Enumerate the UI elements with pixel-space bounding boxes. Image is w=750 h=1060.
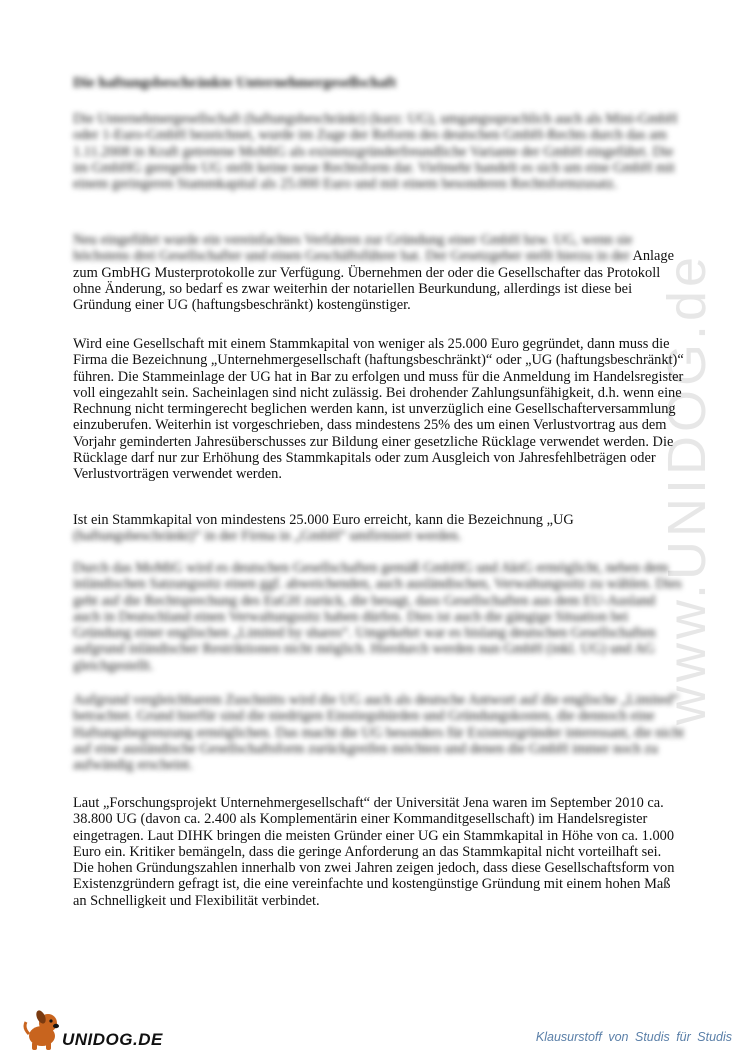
document-title: Die haftungsbeschränkte Unternehmergesellschaft [73, 75, 397, 91]
paragraph-rename-clear: Ist ein Stammkapital von mindestens 25.000 Euro erreicht, kann die Bezeichnung „UG [73, 512, 574, 528]
paragraph-statistics: Laut „Forschungsprojekt Unternehmergesellschaft“ der Universität Jena waren im September 2010 ca. 38.800 UG (davon ca. 2.400 als Komplementärin einer Kommanditgesellschaft) im Handelsregister eingetragen. Laut DIHK bringen die meisten Gründer einer UG ein Stammkapital in Höhe von ca. 1.000 Euro ein. Kritiker bemängeln, dass die geringe Anforderung an das Stammkapital nicht vorteilhaft sei. Die hohen Gründungszahlen innerhalb von zwei Jahren zeigen jedoch, dass diese Gesellschaftsform von Existenzgründern gefragt ist, die eine vereinfachte und kostengünstige Gründung mit einem hohen Maß an Schnelligkeit und Flexibilität verbindet. [73, 795, 675, 909]
unidog-logo [22, 1008, 172, 1052]
paragraph-momig: Durch das MoMiG wird es deutschen Gesellschaften gemäß GmbHG und AktG ermöglicht, neben dem inländischen Satzungssitz einen ggf. abweichenden, auch ausländischen, Verwaltungssitz zu wählen. Dies geht auf die Rechtsprechung des EuGH zurück, die besagt, dass Gesellschaften aus dem EU-Ausland auch in Deutschland einen Verwaltungssitz haben dürfen. Dies ist auch die gängige Situation bei Gründung einer englischen „Limited by shares“. Umgekehrt war es bislang deutschen Gesellschaften aufgrund inländischer Restriktionen nicht möglich. Hierdurch werden nun GmbH (inkl. UG) und AG gleichgestellt. [73, 560, 682, 674]
paragraph-founding-clear: Anlage zum GmbHG Musterprotokolle zur Verfügung. Übernehmen der oder die Gesellschafter das Protokoll ohne Änderung, so bedarf es zwar weiterhin der notariellen Beurkundung, allerdings ist diese bei Gründung einer UG (haftungsbeschränkt) kostengünstiger. [73, 248, 674, 314]
paragraph-founding-blurred: Neu eingeführt wurde ein vereinfachtes Verfahren zur Gründung einer GmbH bzw. UG, wenn sie höchstens drei Gesellschafter und einen Geschäftsführer hat. Der Gesetzgeber stellt hierzu in der [73, 232, 633, 265]
paragraph-rename [73, 512, 685, 545]
watermark: www.UNIDOG.de [657, 252, 717, 725]
dog-icon [22, 1008, 66, 1052]
footer-slogan: Klausurstoff von Studis für Studis [535, 1030, 732, 1044]
logo-text: UNIDOG.DE [62, 1030, 163, 1049]
paragraph-intro: Die Unternehmergesellschaft (haftungsbeschränkt) (kurz: UG), umgangssprachlich auch als Mini-GmbH oder 1-Euro-GmbH bezeichnet, wurde im Zuge der Reform des deutschen GmbH-Rechts durch das am 1.11.2008 in Kraft getretene MoMiG als existenzgründerfreundliche Variante der GmbH eingeführt. Die im GmbHG geregelte UG stellt keine neue Rechtsform dar. Vielmehr handelt es sich um eine GmbH mit einem geringeren Stammkapital als 25.000 Euro und mit einem besonderen Rechtsformzusatz. [73, 111, 678, 193]
paragraph-designation: Wird eine Gesellschaft mit einem Stammkapital von weniger als 25.000 Euro gegründet, dann muss die Firma die Bezeichnung „Unternehmergesellschaft (haftungsbeschränkt)“ oder „UG (haftungsbeschränkt)“ führen. Die Stammeinlage der UG hat in Bar zu erfolgen und muss für die Anmeldung im Handelsregister voll eingezahlt sein. Sacheinlagen sind nicht zulässig. Bei drohender Zahlungsunfähigkeit, d.h. wenn eine Rechnung nicht termingerecht beglichen werden kann, ist unverzüglich eine Gesellschafterversammlung einzuberufen. Weiterhin ist vorgeschrieben, dass mindestens 25% des um einen Verlustvortrag aus dem Vorjahr geminderten Jahresüberschusses zur Bildung einer gesetzliche Rücklage verwendet werden. Die Rücklage darf nur zur Erhöhung des Stammkapitals oder zum Ausgleich von Jahresfehlbeträgen oder Verlustvorträgen verwendet werden. [73, 336, 684, 483]
paragraph-limited: Aufgrund vergleichbarem Zuschnitts wird die UG auch als deutsche Antwort auf die englische „Limited“ betrachtet. Grund hierfür sind die niedrigen Einstiegshürden und Gründungskosten, die dennoch eine Haftungsbegrenzung ermöglichen. Das macht die UG besonders für Existenzgründer interessant, die nicht auf eine ausländische Gesellschaftsform zurückgreifen möchten und denen die GmbH immer noch zu aufwändig erscheint. [73, 692, 685, 774]
paragraph-founding [73, 232, 685, 313]
paragraph-rename-blurred: (haftungsbeschränkt)“ in der Firma in „GmbH“ umfirmiert werden. [73, 528, 462, 545]
